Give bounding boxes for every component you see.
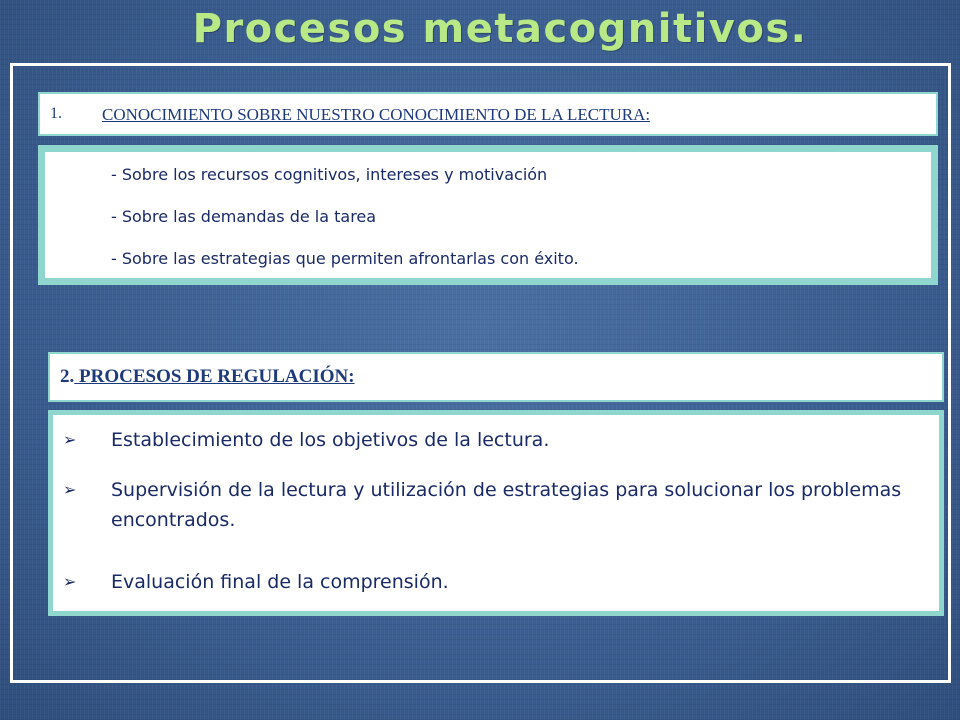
section1-heading: CONOCIMIENTO SOBRE NUESTRO CONOCIMIENTO DE LA LECTURA: [102,105,651,124]
section1-list [111,164,579,290]
section2-heading-text [60,366,355,388]
arrow-bullet-icon: ➢ [63,572,77,591]
list-item [63,425,923,455]
slide-title: Procesos metacognitivos. [192,6,808,52]
list-item: - Sobre las demandas de la tarea [111,207,377,226]
arrow-bullet-icon: ➢ [63,480,77,499]
section1-heading-bar [38,92,938,136]
section1-items-box [38,145,938,285]
section2-items-box [48,410,944,616]
section2-heading: PROCESOS DE REGULACIÓN: [74,366,355,387]
list-item: - Sobre los recursos cognitivos, intereses y motivación [111,165,548,184]
list-item [63,567,923,597]
list-item: - Sobre las estrategias que permiten afrontarlas con éxito. [111,249,579,268]
section2-number: 2. [60,366,75,387]
list-item-text: Establecimiento de los objetivos de la lectura. [111,429,550,451]
arrow-bullet-icon: ➢ [63,430,77,449]
section2-heading-bar [48,352,944,402]
section1-number: 1. [50,105,62,122]
list-item [63,475,923,535]
list-item-text: Supervisión de la lectura y utilización de estrategias para solucionar los problemas encontrados. [111,479,902,531]
list-item-text: Evaluación final de la comprensión. [111,571,449,593]
